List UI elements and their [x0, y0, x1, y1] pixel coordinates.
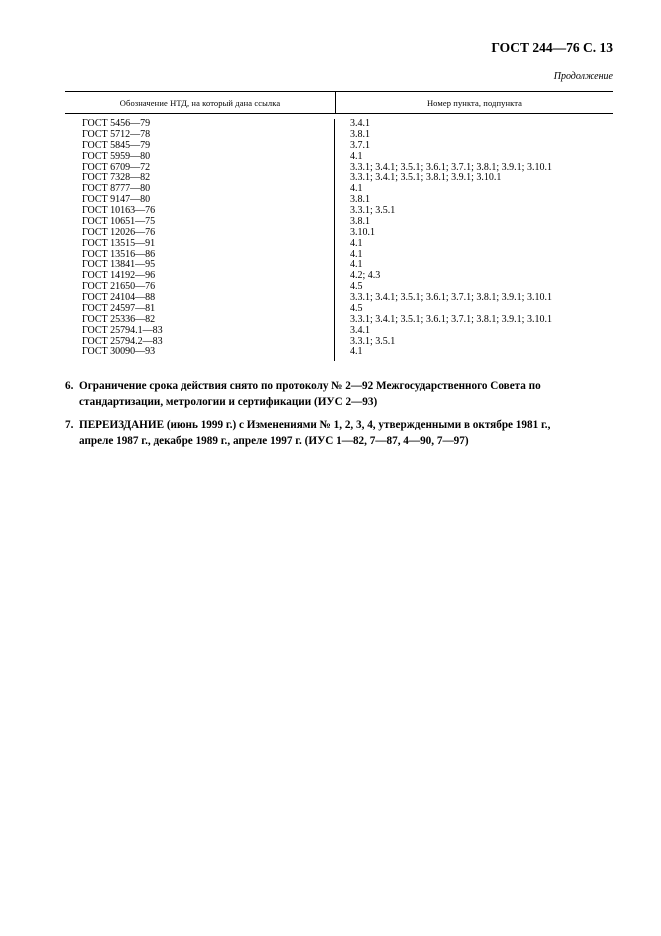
note-text-continued: стандартизации, метрологии и сертификации (ИУС 2—93): [79, 396, 378, 408]
references-table: [65, 91, 613, 361]
page-title: ГОСТ 244—76 С. 13: [491, 40, 613, 55]
table-row-reference: ГОСТ 25794.1—83: [82, 324, 163, 336]
table-row-items: 3.8.1: [350, 128, 370, 140]
table-row-reference: ГОСТ 13516—86: [82, 248, 156, 260]
table-row-reference: ГОСТ 24104—88: [82, 292, 156, 303]
table-row-reference: ГОСТ 13515—91: [82, 237, 156, 249]
table-row-reference: ГОСТ 10651—75: [82, 215, 156, 227]
table-row-reference: ГОСТ 9147—80: [82, 194, 151, 206]
table-row-items: 4.1: [350, 259, 363, 271]
table-row-items: 3.8.1: [350, 215, 370, 227]
table-row-items: 4.2; 4.3: [350, 270, 381, 282]
table-row-items: 3.7.1: [350, 139, 370, 151]
table-row-reference: ГОСТ 5712—78: [82, 128, 151, 140]
table-row-reference: ГОСТ 12026—76: [82, 226, 156, 238]
note-text: Ограничение срока действия снято по протоколу № 2—92 Межгосударственного Совета по: [79, 380, 541, 392]
table-row-reference: ГОСТ 5845—79: [82, 139, 151, 151]
table-row-items: 4.1: [350, 183, 363, 195]
table-row-items: 3.3.1; 3.4.1; 3.5.1; 3.8.1; 3.9.1; 3.10.1: [350, 172, 502, 184]
table-row-reference: ГОСТ 5456—79: [82, 118, 151, 129]
note-text: ПЕРЕИЗДАНИЕ (июнь 1999 г.) с Изменениями № 1, 2, 3, 4, утвержденными в октябре 1981 г.,: [79, 419, 551, 431]
table-header: [65, 91, 613, 114]
table-row-reference: ГОСТ 8777—80: [82, 183, 151, 195]
table-body: [65, 114, 613, 361]
table-row-items: 3.4.1: [350, 324, 370, 336]
table-row-items: 4.1: [350, 150, 363, 162]
table-row-items: 4.5: [350, 281, 363, 293]
table-row-reference: ГОСТ 5959—80: [82, 150, 151, 162]
continuation-label: Продолжение: [553, 71, 613, 82]
table-row-reference: ГОСТ 10163—76: [82, 205, 156, 216]
table-row-reference: ГОСТ 14192—96: [82, 270, 156, 282]
table-row-reference: ГОСТ 24597—81: [82, 302, 156, 314]
reference-column: [65, 119, 335, 361]
table-row-items: 4.5: [350, 302, 363, 314]
table-row-reference: ГОСТ 30090—93: [82, 346, 156, 358]
table-row-reference: ГОСТ 21650—76: [82, 281, 156, 293]
table-row-items: 3.4.1: [350, 118, 370, 129]
table-row-items: 3.10.1: [350, 226, 375, 238]
table-row-items: 4.1: [350, 237, 363, 249]
table-row-reference: ГОСТ 13841—95: [82, 259, 156, 271]
table-row-items: 3.3.1; 3.5.1: [350, 335, 396, 347]
note-6: [65, 378, 613, 410]
table-row-items: 3.3.1; 3.4.1; 3.5.1; 3.6.1; 3.7.1; 3.8.1; 3.9.1; 3.10.1: [350, 313, 552, 325]
note-number: 6.: [65, 380, 74, 392]
table-row-items: 3.3.1; 3.4.1; 3.5.1; 3.6.1; 3.7.1; 3.8.1; 3.9.1; 3.10.1: [350, 292, 552, 303]
note-number: 7.: [65, 419, 74, 431]
table-row-items: 3.8.1: [350, 194, 370, 206]
table-row-items: 3.3.1; 3.4.1; 3.5.1; 3.6.1; 3.7.1; 3.8.1; 3.9.1; 3.10.1: [350, 161, 552, 173]
note-text-continued: апреле 1987 г., декабре 1989 г., апреле 1997 г. (ИУС 1—82, 7—87, 4—90, 7—97): [79, 435, 469, 447]
table-row-reference: ГОСТ 7328—82: [82, 172, 151, 184]
table-row-reference: ГОСТ 6709—72: [82, 161, 151, 173]
table-row-items: 3.3.1; 3.5.1: [350, 205, 396, 216]
table-row-reference: ГОСТ 25336—82: [82, 313, 156, 325]
column-header-reference: Обозначение НТД, на который дана ссылка: [65, 92, 336, 113]
table-row-items: 4.1: [350, 346, 363, 358]
column-header-items: Номер пункта, подпункта: [426, 97, 523, 108]
table-row-items: 4.1: [350, 248, 363, 260]
items-column: [335, 119, 613, 361]
table-row-reference: ГОСТ 25794.2—83: [82, 335, 163, 347]
note-7: [65, 417, 613, 449]
